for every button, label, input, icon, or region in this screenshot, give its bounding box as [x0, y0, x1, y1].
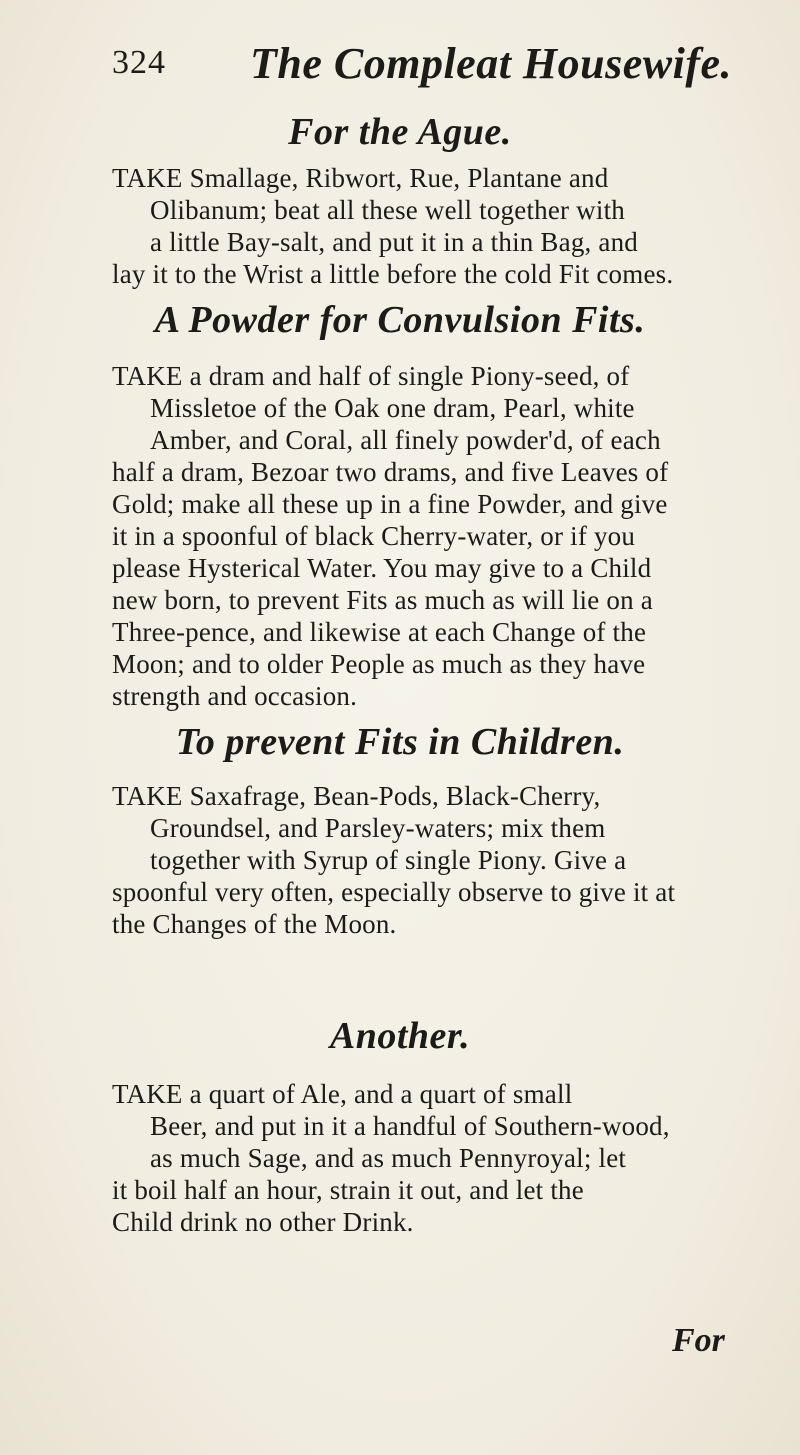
text-line: new born, to prevent Fits as much as will lie on a	[112, 585, 653, 615]
recipe-text	[0, 344, 800, 711]
section-heading: Another.	[329, 1015, 471, 1057]
catchword: For	[672, 1322, 725, 1359]
text-line: TAKE Smallage, Ribwort, Rue, Plantane and	[112, 163, 609, 193]
section-heading: A Powder for Convulsion Fits.	[154, 299, 646, 341]
text-line: Groundsel, and Parsley-waters; mix them	[150, 813, 606, 843]
text-line: half a dram, Bezoar two drams, and five Leaves of	[112, 457, 669, 487]
text-line: the Changes of the Moon.	[112, 909, 397, 939]
text-line: Gold; make all these up in a fine Powder, and give	[112, 489, 668, 519]
text-line: TAKE a quart of Ale, and a quart of small	[112, 1079, 573, 1109]
section-convulsion-fits	[0, 296, 800, 711]
text-line: Olibanum; beat all these well together with	[150, 195, 625, 225]
text-line: it in a spoonful of black Cherry-water, or if you	[112, 521, 636, 551]
text-line: strength and occasion.	[112, 681, 358, 711]
text-line: Missletoe of the Oak one dram, Pearl, white	[150, 393, 635, 423]
page-number: 324	[112, 44, 166, 81]
text-line: Three-pence, and likewise at each Change of the	[112, 617, 647, 647]
section-ague	[0, 108, 800, 296]
text-line: lay it to the Wrist a little before the cold Fit comes.	[112, 259, 674, 289]
text-line: together with Syrup of single Piony. Give a	[150, 845, 627, 875]
text-line: it boil half an hour, strain it out, and let the	[112, 1175, 584, 1205]
recipe-text	[0, 156, 800, 296]
text-line: as much Sage, and as much Pennyroyal; let	[150, 1143, 627, 1173]
text-line: a little Bay-salt, and put it in a thin Bag, and	[150, 227, 639, 257]
section-heading: For the Ague.	[288, 111, 512, 153]
text-line: TAKE Saxafrage, Bean-Pods, Black-Cherry,	[112, 781, 601, 811]
text-line: Moon; and to older People as much as they have	[112, 649, 646, 679]
recipe-text	[0, 766, 800, 939]
running-title: The Compleat Housewife.	[250, 39, 733, 88]
text-line: Beer, and put in it a handful of Southern-wood,	[150, 1111, 670, 1141]
text-line: Amber, and Coral, all finely powder'd, of each	[150, 425, 661, 455]
page-header	[0, 34, 800, 94]
text-line: spoonful very often, especially observe to give it at	[112, 877, 676, 907]
recipe-text	[0, 1060, 800, 1237]
text-line: please Hysterical Water. You may give to a Child	[112, 553, 652, 583]
text-line: TAKE a dram and half of single Piony-seed, of	[112, 361, 630, 391]
section-another	[0, 1012, 800, 1237]
section-heading: To prevent Fits in Children.	[175, 721, 625, 763]
text-line: Child drink no other Drink.	[112, 1207, 414, 1237]
section-fits-children	[0, 718, 800, 939]
